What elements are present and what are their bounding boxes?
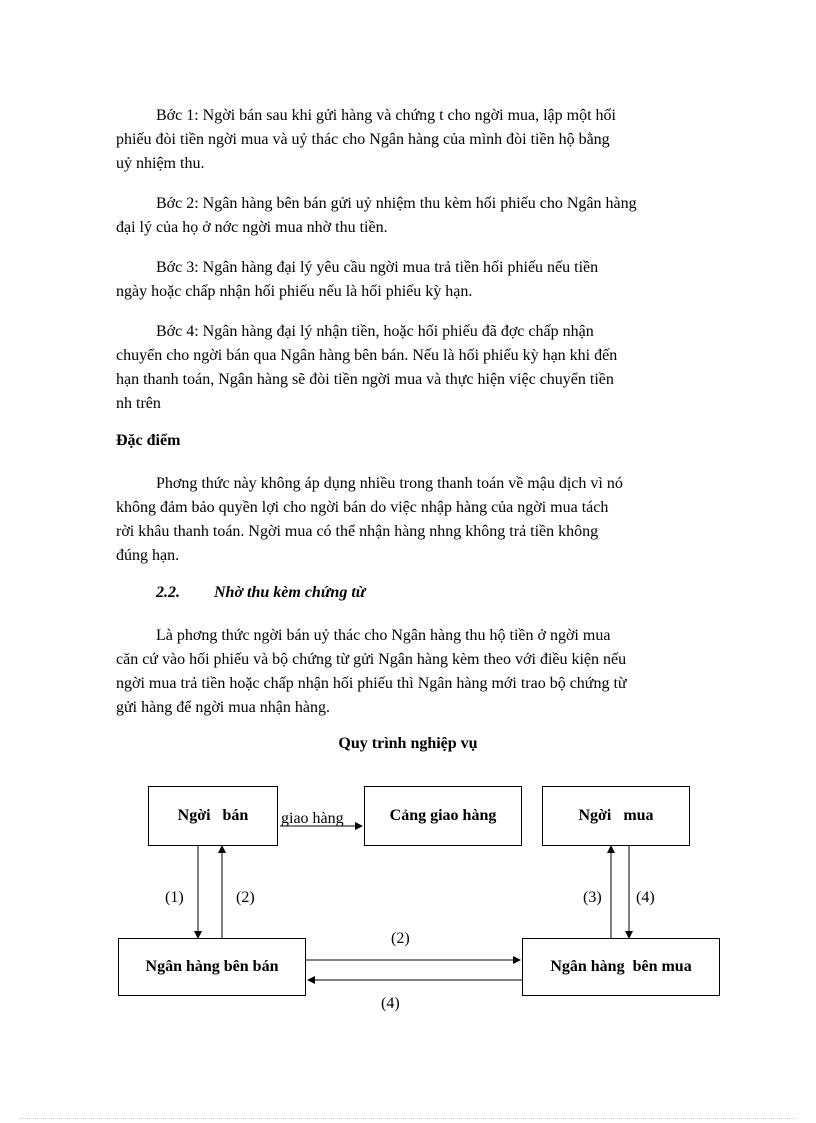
label-step-1: (1) bbox=[165, 889, 184, 906]
text-line: Phơng thức này không áp dụng nhiều trong thanh toán về mậu dịch vì nó bbox=[156, 475, 623, 492]
label-step-2-left: (2) bbox=[236, 889, 255, 906]
paragraph-step-2 bbox=[116, 192, 738, 240]
text-line: ngời mua trả tiền hoặc chấp nhận hối phiếu thì Ngân hàng mới trao bộ chứng từ bbox=[116, 675, 627, 692]
text-line: rời khâu thanh toán. Ngời mua có thể nhận hàng nhng không trả tiền không bbox=[116, 523, 599, 540]
box-buyer-bank bbox=[522, 938, 720, 996]
text-line: phiếu đòi tiền ngời mua và uỷ thác cho Ngân hàng của mình đòi tiền hộ bằng bbox=[116, 131, 610, 148]
text-line: chuyển cho ngời bán qua Ngân hàng bên bán. Nếu là hối phiếu kỳ hạn khi đến bbox=[116, 347, 618, 364]
text-line: Bớc 3: Ngân hàng đại lý yêu cầu ngời mua trả tiền hối phiếu nếu tiền bbox=[156, 259, 599, 276]
box-seller-bank-label: Ngân hàng bên bán bbox=[145, 958, 279, 975]
label-step-3: (3) bbox=[583, 889, 602, 906]
text-line: không đảm bảo quyền lợi cho ngời bán do việc nhập hàng của ngời mua tách bbox=[116, 499, 609, 516]
footer-divider bbox=[20, 1118, 796, 1119]
box-seller bbox=[148, 786, 278, 846]
box-seller-label: Ngời bán bbox=[177, 807, 249, 824]
text-line: đại lý của họ ở nớc ngời mua nhờ thu tiền. bbox=[116, 219, 388, 236]
box-port-label: Cảng giao hàng bbox=[389, 807, 497, 824]
text-line: gửi hàng để ngời mua nhận hàng. bbox=[116, 699, 330, 716]
label-step-2-mid: (2) bbox=[391, 930, 410, 947]
box-buyer-label: Ngời mua bbox=[578, 807, 654, 824]
text-line: nh trên bbox=[116, 395, 161, 412]
paragraph-step-3 bbox=[116, 256, 738, 304]
subheading-2-2 bbox=[156, 584, 365, 602]
heading-dac-diem: Đặc điểm bbox=[116, 432, 181, 449]
label-step-4-mid: (4) bbox=[381, 995, 400, 1012]
box-buyer-bank-label: Ngân hàng bên mua bbox=[550, 958, 692, 975]
box-buyer bbox=[542, 786, 690, 846]
box-port bbox=[364, 786, 522, 846]
paragraph-step-1 bbox=[116, 104, 738, 176]
label-giao-hang: giao hàng bbox=[281, 810, 344, 827]
paragraph-dac-diem bbox=[116, 472, 738, 568]
text-line: Là phơng thức ngời bán uỷ thác cho Ngân hàng thu hộ tiền ở ngời mua bbox=[156, 627, 611, 644]
text-line: Bớc 4: Ngân hàng đại lý nhận tiền, hoặc hối phiếu đã đợc chấp nhận bbox=[156, 323, 594, 340]
paragraph-step-4 bbox=[116, 320, 738, 416]
subheading-number: 2.2. bbox=[156, 584, 180, 601]
label-step-4-right: (4) bbox=[636, 889, 655, 906]
paragraph-nho-thu bbox=[116, 624, 738, 720]
text-line: Bớc 2: Ngân hàng bên bán gửi uỷ nhiệm thu kèm hối phiếu cho Ngân hàng bbox=[156, 195, 637, 212]
box-seller-bank bbox=[118, 938, 306, 996]
diagram-title: Quy trình nghiệp vụ bbox=[338, 735, 478, 752]
text-line: uỷ nhiệm thu. bbox=[116, 155, 205, 172]
text-line: hạn thanh toán, Ngân hàng sẽ đòi tiền ngời mua và thực hiện việc chuyển tiền bbox=[116, 371, 614, 388]
text-line: Bớc 1: Ngời bán sau khi gửi hàng và chứng t cho ngời mua, lập một hối bbox=[156, 107, 616, 124]
text-line: căn cứ vào hối phiếu và bộ chứng từ gửi Ngân hàng kèm theo với điều kiện nếu bbox=[116, 651, 627, 668]
text-line: ngày hoặc chấp nhận hối phiếu nếu là hối phiếu kỳ hạn. bbox=[116, 283, 473, 300]
subheading-title: Nhờ thu kèm chứng từ bbox=[214, 584, 366, 601]
text-line: đúng hạn. bbox=[116, 547, 180, 564]
